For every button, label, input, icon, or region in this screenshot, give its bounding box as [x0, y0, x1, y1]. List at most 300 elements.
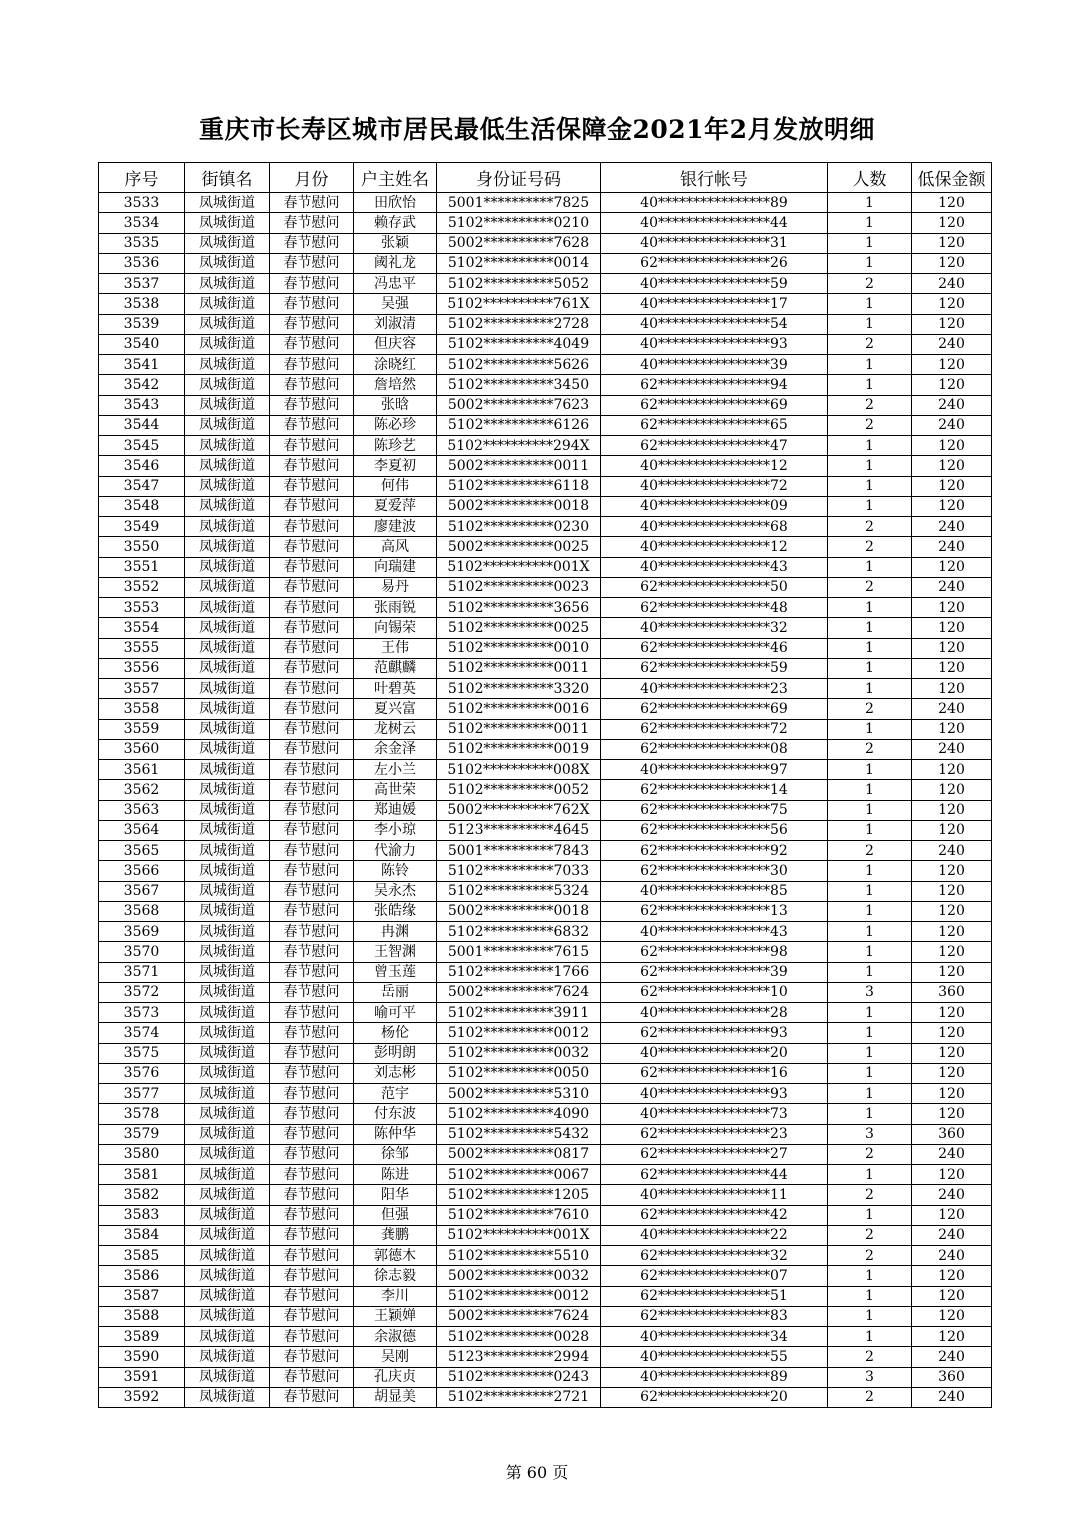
- cell-householder: 付东波: [354, 1104, 437, 1124]
- cell-month: 春节慰问: [270, 800, 354, 820]
- table-row: [99, 1043, 992, 1063]
- cell-street: 凤城街道: [185, 436, 270, 456]
- cell-bank-account: 40****************09: [601, 496, 828, 516]
- cell-street: 凤城街道: [185, 355, 270, 375]
- cell-amount: 120: [912, 1205, 992, 1225]
- cell-street: 凤城街道: [185, 1165, 270, 1185]
- cell-id-number: 5001**********7843: [437, 841, 601, 861]
- cell-people: 1: [828, 922, 912, 942]
- cell-id-number: 5002**********0817: [437, 1144, 601, 1164]
- cell-street: 凤城街道: [185, 658, 270, 678]
- cell-amount: 120: [912, 456, 992, 476]
- cell-id-number: 5102**********0052: [437, 780, 601, 800]
- cell-id-number: 5102**********5052: [437, 274, 601, 294]
- cell-street: 凤城街道: [185, 1084, 270, 1104]
- cell-id-number: 5002**********7623: [437, 395, 601, 415]
- table-row: [99, 800, 992, 820]
- cell-month: 春节慰问: [270, 1144, 354, 1164]
- cell-people: 2: [828, 1387, 912, 1407]
- cell-id-number: 5102**********001X: [437, 1225, 601, 1245]
- cell-month: 春节慰问: [270, 1003, 354, 1023]
- cell-serial: 3585: [99, 1246, 185, 1266]
- cell-people: 1: [828, 881, 912, 901]
- cell-street: 凤城街道: [185, 1225, 270, 1245]
- col-header-month: 月份: [270, 163, 354, 193]
- cell-serial: 3555: [99, 638, 185, 658]
- cell-people: 1: [828, 193, 912, 213]
- cell-people: 1: [828, 294, 912, 314]
- cell-householder: 高世荣: [354, 780, 437, 800]
- table-row: [99, 901, 992, 921]
- cell-bank-account: 62****************56: [601, 820, 828, 840]
- cell-month: 春节慰问: [270, 922, 354, 942]
- table-row: [99, 193, 992, 213]
- cell-street: 凤城街道: [185, 1023, 270, 1043]
- cell-people: 1: [828, 456, 912, 476]
- cell-bank-account: 62****************14: [601, 780, 828, 800]
- cell-householder: 郭德木: [354, 1246, 437, 1266]
- cell-householder: 龙树云: [354, 719, 437, 739]
- cell-bank-account: 62****************65: [601, 415, 828, 435]
- cell-people: 1: [828, 760, 912, 780]
- cell-bank-account: 62****************46: [601, 638, 828, 658]
- cell-amount: 120: [912, 922, 992, 942]
- table-row: [99, 436, 992, 456]
- cell-month: 春节慰问: [270, 1306, 354, 1326]
- cell-bank-account: 40****************22: [601, 1225, 828, 1245]
- cell-amount: 240: [912, 577, 992, 597]
- table-row: [99, 476, 992, 496]
- cell-serial: 3588: [99, 1306, 185, 1326]
- cell-id-number: 5102**********0014: [437, 253, 601, 273]
- cell-householder: 詹培然: [354, 375, 437, 395]
- cell-bank-account: 40****************93: [601, 1084, 828, 1104]
- cell-month: 春节慰问: [270, 193, 354, 213]
- cell-id-number: 5102**********0210: [437, 213, 601, 233]
- cell-householder: 李川: [354, 1286, 437, 1306]
- cell-id-number: 5102**********0028: [437, 1327, 601, 1347]
- cell-month: 春节慰问: [270, 1165, 354, 1185]
- cell-amount: 120: [912, 881, 992, 901]
- cell-id-number: 5002**********0032: [437, 1266, 601, 1286]
- cell-people: 1: [828, 375, 912, 395]
- cell-street: 凤城街道: [185, 618, 270, 638]
- cell-month: 春节慰问: [270, 395, 354, 415]
- table-row: [99, 719, 992, 739]
- cell-bank-account: 40****************43: [601, 557, 828, 577]
- cell-month: 春节慰问: [270, 1185, 354, 1205]
- table-row: [99, 517, 992, 537]
- cell-serial: 3569: [99, 922, 185, 942]
- cell-householder: 岳丽: [354, 982, 437, 1002]
- cell-amount: 120: [912, 638, 992, 658]
- cell-householder: 余淑德: [354, 1327, 437, 1347]
- cell-householder: 彭明朗: [354, 1043, 437, 1063]
- cell-householder: 吴强: [354, 294, 437, 314]
- cell-serial: 3568: [99, 901, 185, 921]
- cell-serial: 3547: [99, 476, 185, 496]
- cell-bank-account: 62****************39: [601, 962, 828, 982]
- cell-bank-account: 40****************54: [601, 314, 828, 334]
- cell-serial: 3571: [99, 962, 185, 982]
- cell-amount: 120: [912, 1104, 992, 1124]
- cell-month: 春节慰问: [270, 1246, 354, 1266]
- cell-month: 春节慰问: [270, 213, 354, 233]
- cell-serial: 3553: [99, 598, 185, 618]
- cell-month: 春节慰问: [270, 820, 354, 840]
- cell-serial: 3581: [99, 1165, 185, 1185]
- cell-people: 2: [828, 395, 912, 415]
- cell-serial: 3576: [99, 1063, 185, 1083]
- cell-serial: 3534: [99, 213, 185, 233]
- cell-amount: 240: [912, 1144, 992, 1164]
- cell-id-number: 5001**********7615: [437, 942, 601, 962]
- cell-bank-account: 40****************20: [601, 1043, 828, 1063]
- cell-street: 凤城街道: [185, 557, 270, 577]
- cell-amount: 120: [912, 962, 992, 982]
- cell-people: 1: [828, 233, 912, 253]
- table-row: [99, 982, 992, 1002]
- cell-id-number: 5102**********0012: [437, 1286, 601, 1306]
- table-row: [99, 456, 992, 476]
- cell-amount: 360: [912, 1367, 992, 1387]
- cell-street: 凤城街道: [185, 1387, 270, 1407]
- cell-amount: 120: [912, 1043, 992, 1063]
- cell-month: 春节慰问: [270, 719, 354, 739]
- cell-bank-account: 40****************39: [601, 355, 828, 375]
- table-body: [99, 193, 992, 1408]
- col-header-bank-account: 银行帐号: [601, 163, 828, 193]
- cell-street: 凤城街道: [185, 780, 270, 800]
- table-row: [99, 1286, 992, 1306]
- cell-street: 凤城街道: [185, 1327, 270, 1347]
- cell-id-number: 5102**********0010: [437, 638, 601, 658]
- cell-bank-account: 62****************30: [601, 861, 828, 881]
- cell-householder: 余金泽: [354, 739, 437, 759]
- table-row: [99, 1023, 992, 1043]
- cell-serial: 3538: [99, 294, 185, 314]
- cell-people: 1: [828, 1165, 912, 1185]
- cell-bank-account: 40****************12: [601, 537, 828, 557]
- cell-month: 春节慰问: [270, 355, 354, 375]
- cell-serial: 3591: [99, 1367, 185, 1387]
- cell-month: 春节慰问: [270, 638, 354, 658]
- cell-serial: 3544: [99, 415, 185, 435]
- cell-amount: 120: [912, 1165, 992, 1185]
- cell-id-number: 5102**********7033: [437, 861, 601, 881]
- cell-month: 春节慰问: [270, 436, 354, 456]
- cell-serial: 3546: [99, 456, 185, 476]
- cell-month: 春节慰问: [270, 334, 354, 354]
- cell-people: 1: [828, 496, 912, 516]
- table-row: [99, 334, 992, 354]
- table-row: [99, 274, 992, 294]
- cell-serial: 3533: [99, 193, 185, 213]
- cell-householder: 何伟: [354, 476, 437, 496]
- allowance-table: [98, 162, 992, 1408]
- cell-householder: 李夏初: [354, 456, 437, 476]
- cell-id-number: 5102**********1766: [437, 962, 601, 982]
- cell-amount: 120: [912, 800, 992, 820]
- cell-month: 春节慰问: [270, 476, 354, 496]
- col-header-serial: 序号: [99, 163, 185, 193]
- cell-serial: 3551: [99, 557, 185, 577]
- cell-serial: 3542: [99, 375, 185, 395]
- cell-id-number: 5102**********1205: [437, 1185, 601, 1205]
- cell-month: 春节慰问: [270, 1286, 354, 1306]
- cell-householder: 张颖: [354, 233, 437, 253]
- cell-id-number: 5002**********0025: [437, 537, 601, 557]
- cell-householder: 向锡荣: [354, 618, 437, 638]
- cell-people: 1: [828, 1327, 912, 1347]
- table-row: [99, 942, 992, 962]
- cell-people: 2: [828, 1144, 912, 1164]
- cell-serial: 3572: [99, 982, 185, 1002]
- cell-id-number: 5102**********4090: [437, 1104, 601, 1124]
- cell-amount: 240: [912, 537, 992, 557]
- cell-bank-account: 62****************69: [601, 395, 828, 415]
- cell-amount: 240: [912, 841, 992, 861]
- cell-bank-account: 62****************20: [601, 1387, 828, 1407]
- cell-people: 2: [828, 739, 912, 759]
- cell-id-number: 5002**********7628: [437, 233, 601, 253]
- cell-householder: 叶碧英: [354, 679, 437, 699]
- cell-id-number: 5102**********5432: [437, 1124, 601, 1144]
- cell-bank-account: 62****************69: [601, 699, 828, 719]
- cell-serial: 3540: [99, 334, 185, 354]
- cell-amount: 120: [912, 942, 992, 962]
- table-row: [99, 415, 992, 435]
- cell-serial: 3566: [99, 861, 185, 881]
- cell-street: 凤城街道: [185, 1286, 270, 1306]
- table-row: [99, 1144, 992, 1164]
- cell-householder: 陈进: [354, 1165, 437, 1185]
- cell-id-number: 5102**********3450: [437, 375, 601, 395]
- cell-bank-account: 62****************47: [601, 436, 828, 456]
- table-row: [99, 618, 992, 638]
- cell-amount: 120: [912, 1327, 992, 1347]
- cell-bank-account: 40****************72: [601, 476, 828, 496]
- cell-people: 1: [828, 638, 912, 658]
- cell-serial: 3578: [99, 1104, 185, 1124]
- cell-people: 1: [828, 476, 912, 496]
- cell-serial: 3535: [99, 233, 185, 253]
- cell-bank-account: 62****************59: [601, 658, 828, 678]
- col-header-householder: 户主姓名: [354, 163, 437, 193]
- cell-month: 春节慰问: [270, 253, 354, 273]
- cell-street: 凤城街道: [185, 1246, 270, 1266]
- cell-bank-account: 62****************48: [601, 598, 828, 618]
- cell-amount: 120: [912, 1003, 992, 1023]
- cell-people: 1: [828, 253, 912, 273]
- cell-amount: 120: [912, 679, 992, 699]
- table-row: [99, 780, 992, 800]
- cell-people: 1: [828, 1063, 912, 1083]
- cell-month: 春节慰问: [270, 942, 354, 962]
- cell-serial: 3561: [99, 760, 185, 780]
- cell-people: 1: [828, 314, 912, 334]
- cell-people: 1: [828, 557, 912, 577]
- cell-amount: 120: [912, 375, 992, 395]
- cell-householder: 赖存武: [354, 213, 437, 233]
- cell-id-number: 5102**********6118: [437, 476, 601, 496]
- cell-people: 1: [828, 1306, 912, 1326]
- cell-amount: 120: [912, 901, 992, 921]
- cell-street: 凤城街道: [185, 820, 270, 840]
- cell-bank-account: 62****************93: [601, 1023, 828, 1043]
- cell-bank-account: 40****************23: [601, 679, 828, 699]
- cell-bank-account: 62****************13: [601, 901, 828, 921]
- cell-serial: 3550: [99, 537, 185, 557]
- cell-serial: 3559: [99, 719, 185, 739]
- cell-street: 凤城街道: [185, 375, 270, 395]
- cell-amount: 360: [912, 982, 992, 1002]
- cell-people: 2: [828, 537, 912, 557]
- cell-amount: 120: [912, 658, 992, 678]
- table-row: [99, 1104, 992, 1124]
- table-row: [99, 1165, 992, 1185]
- cell-street: 凤城街道: [185, 1003, 270, 1023]
- cell-householder: 胡显美: [354, 1387, 437, 1407]
- cell-id-number: 5002**********0018: [437, 901, 601, 921]
- cell-id-number: 5002**********762X: [437, 800, 601, 820]
- table-row: [99, 1327, 992, 1347]
- cell-id-number: 5102**********761X: [437, 294, 601, 314]
- cell-street: 凤城街道: [185, 679, 270, 699]
- cell-people: 2: [828, 577, 912, 597]
- cell-serial: 3582: [99, 1185, 185, 1205]
- cell-people: 2: [828, 1246, 912, 1266]
- cell-people: 1: [828, 436, 912, 456]
- cell-id-number: 5002**********5310: [437, 1084, 601, 1104]
- cell-bank-account: 40****************17: [601, 294, 828, 314]
- col-header-street: 街镇名: [185, 163, 270, 193]
- cell-street: 凤城街道: [185, 1266, 270, 1286]
- cell-amount: 240: [912, 1185, 992, 1205]
- cell-householder: 刘志彬: [354, 1063, 437, 1083]
- table-row: [99, 496, 992, 516]
- cell-householder: 范宇: [354, 1084, 437, 1104]
- cell-month: 春节慰问: [270, 496, 354, 516]
- cell-amount: 120: [912, 1266, 992, 1286]
- cell-amount: 240: [912, 699, 992, 719]
- cell-amount: 360: [912, 1124, 992, 1144]
- cell-street: 凤城街道: [185, 1306, 270, 1326]
- cell-people: 2: [828, 699, 912, 719]
- col-header-amount: 低保金额: [912, 163, 992, 193]
- cell-householder: 杨伦: [354, 1023, 437, 1043]
- table-row: [99, 557, 992, 577]
- cell-householder: 陈铃: [354, 861, 437, 881]
- cell-bank-account: 62****************07: [601, 1266, 828, 1286]
- cell-amount: 120: [912, 355, 992, 375]
- page-title: 重庆市长寿区城市居民最低生活保障金2021年2月发放明细: [199, 115, 875, 144]
- cell-street: 凤城街道: [185, 962, 270, 982]
- cell-amount: 120: [912, 557, 992, 577]
- cell-id-number: 5102**********001X: [437, 557, 601, 577]
- cell-id-number: 5002**********0011: [437, 456, 601, 476]
- cell-bank-account: 40****************89: [601, 193, 828, 213]
- table-row: [99, 1205, 992, 1225]
- cell-id-number: 5102**********3656: [437, 598, 601, 618]
- cell-bank-account: 62****************42: [601, 1205, 828, 1225]
- cell-street: 凤城街道: [185, 1367, 270, 1387]
- table-row: [99, 537, 992, 557]
- cell-month: 春节慰问: [270, 1225, 354, 1245]
- cell-amount: 240: [912, 1387, 992, 1407]
- cell-people: 1: [828, 1084, 912, 1104]
- cell-serial: 3543: [99, 395, 185, 415]
- cell-month: 春节慰问: [270, 314, 354, 334]
- cell-amount: 120: [912, 1023, 992, 1043]
- cell-people: 1: [828, 1043, 912, 1063]
- cell-people: 1: [828, 1104, 912, 1124]
- cell-street: 凤城街道: [185, 253, 270, 273]
- table-header-row: [99, 163, 992, 193]
- cell-serial: 3558: [99, 699, 185, 719]
- cell-householder: 刘淑清: [354, 314, 437, 334]
- cell-amount: 120: [912, 476, 992, 496]
- cell-householder: 吴刚: [354, 1347, 437, 1367]
- cell-month: 春节慰问: [270, 861, 354, 881]
- cell-people: 2: [828, 274, 912, 294]
- cell-serial: 3557: [99, 679, 185, 699]
- table-row: [99, 841, 992, 861]
- cell-id-number: 5102**********0019: [437, 739, 601, 759]
- cell-month: 春节慰问: [270, 699, 354, 719]
- table-row: [99, 1063, 992, 1083]
- cell-householder: 李小琼: [354, 820, 437, 840]
- cell-amount: 120: [912, 618, 992, 638]
- cell-id-number: 5102**********5324: [437, 881, 601, 901]
- cell-people: 1: [828, 820, 912, 840]
- cell-id-number: 5102**********6126: [437, 415, 601, 435]
- cell-amount: 120: [912, 496, 992, 516]
- cell-month: 春节慰问: [270, 739, 354, 759]
- cell-people: 1: [828, 942, 912, 962]
- cell-month: 春节慰问: [270, 1347, 354, 1367]
- cell-serial: 3536: [99, 253, 185, 273]
- table-row: [99, 1246, 992, 1266]
- cell-householder: 张雨锐: [354, 598, 437, 618]
- cell-street: 凤城街道: [185, 334, 270, 354]
- cell-id-number: 5102**********6832: [437, 922, 601, 942]
- cell-people: 3: [828, 1124, 912, 1144]
- cell-people: 1: [828, 1003, 912, 1023]
- cell-bank-account: 40****************93: [601, 334, 828, 354]
- cell-amount: 120: [912, 598, 992, 618]
- cell-people: 1: [828, 1205, 912, 1225]
- cell-serial: 3590: [99, 1347, 185, 1367]
- cell-street: 凤城街道: [185, 1205, 270, 1225]
- cell-householder: 范麒麟: [354, 658, 437, 678]
- cell-amount: 120: [912, 1286, 992, 1306]
- cell-id-number: 5002**********0018: [437, 496, 601, 516]
- cell-amount: 120: [912, 780, 992, 800]
- cell-people: 1: [828, 598, 912, 618]
- cell-serial: 3545: [99, 436, 185, 456]
- cell-street: 凤城街道: [185, 193, 270, 213]
- cell-people: 2: [828, 1347, 912, 1367]
- cell-bank-account: 62****************51: [601, 1286, 828, 1306]
- cell-bank-account: 62****************94: [601, 375, 828, 395]
- cell-serial: 3579: [99, 1124, 185, 1144]
- cell-bank-account: 40****************43: [601, 922, 828, 942]
- cell-householder: 陈珍艺: [354, 436, 437, 456]
- cell-id-number: 5102**********2721: [437, 1387, 601, 1407]
- cell-amount: 120: [912, 1306, 992, 1326]
- cell-month: 春节慰问: [270, 577, 354, 597]
